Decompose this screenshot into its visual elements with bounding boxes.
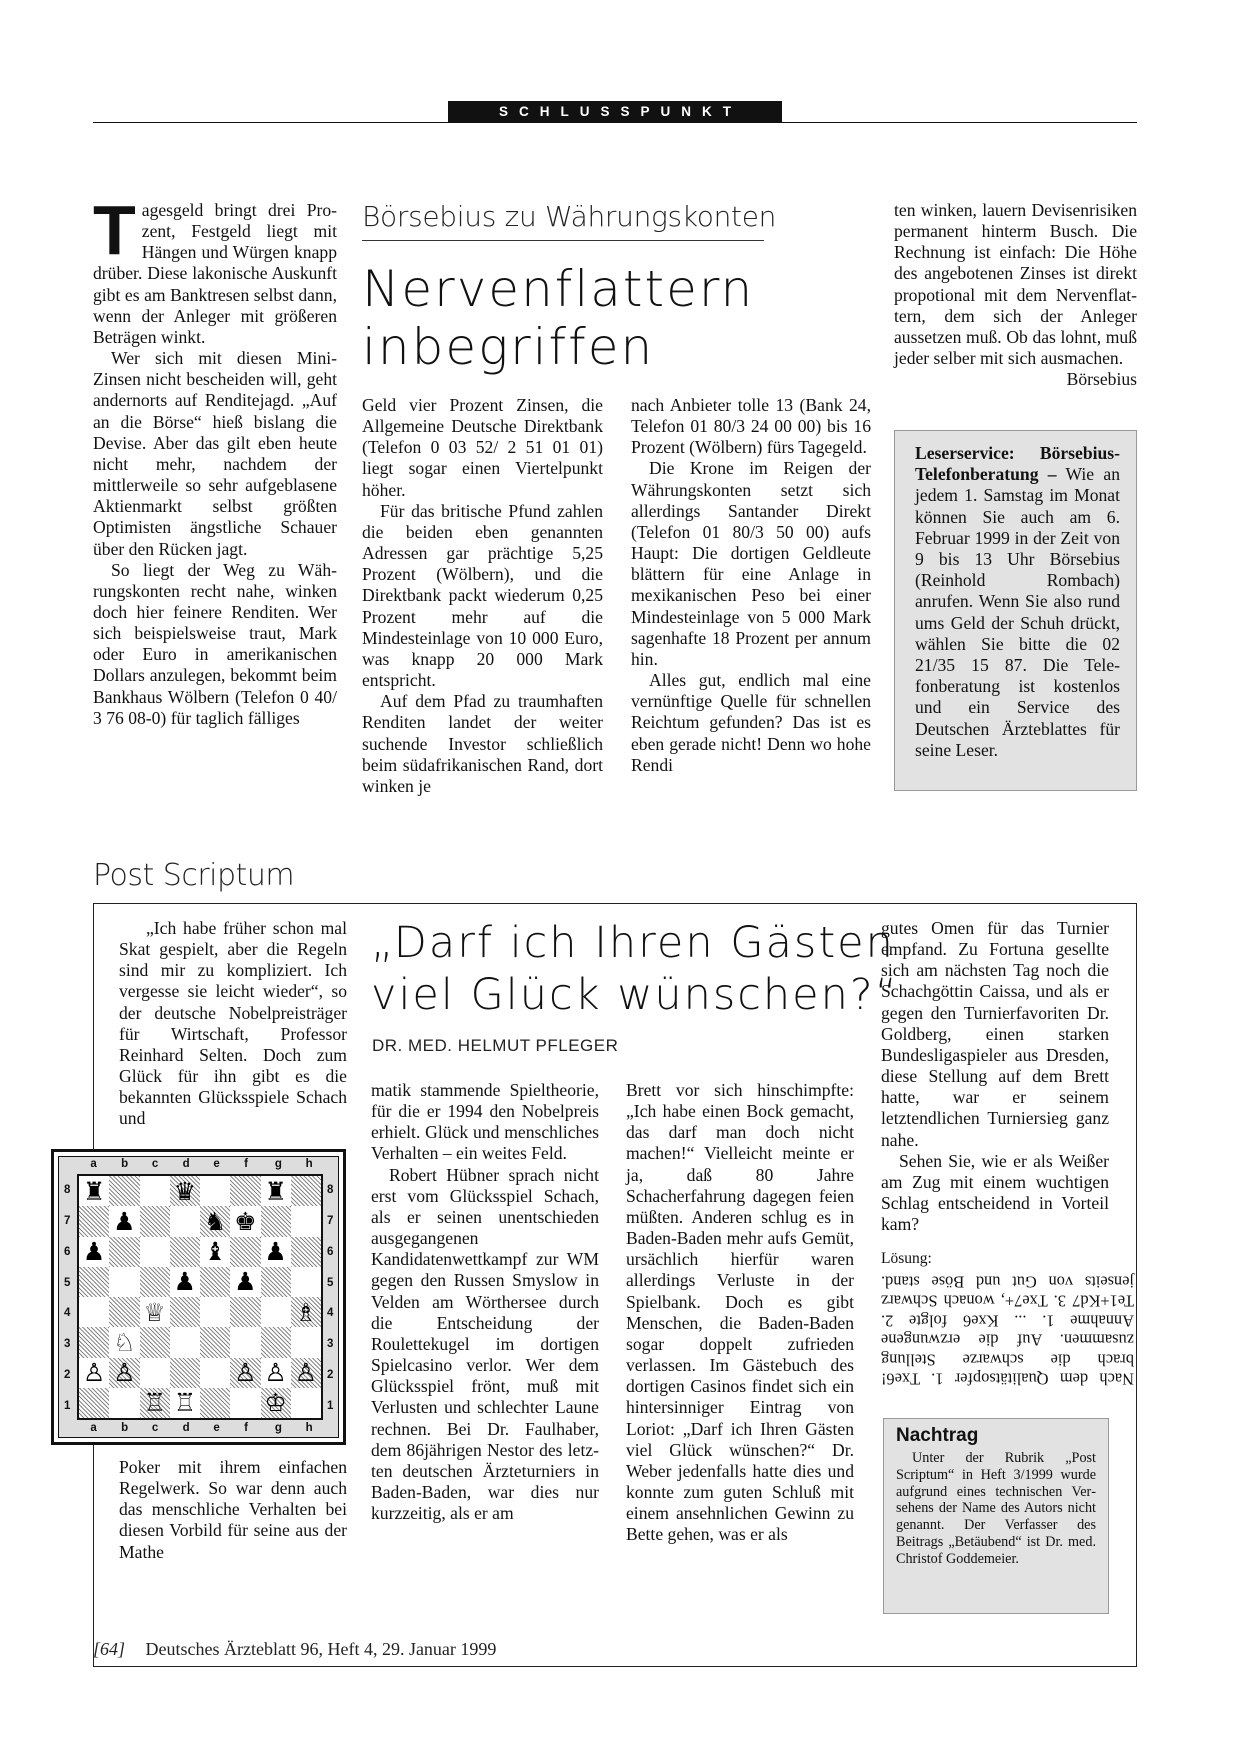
- chess-square-d5: [170, 1267, 200, 1297]
- file-label-e: e: [213, 1158, 220, 1170]
- chess-piece: ♟: [264, 1237, 287, 1267]
- chess-piece: ♙: [234, 1358, 257, 1388]
- chess-square-a7: [79, 1206, 109, 1236]
- chess-diagram: [51, 1149, 346, 1445]
- post-scriptum-title: [371, 917, 899, 1021]
- article-paragraph: Auf dem Pfad zu traumhaften Renditen landet der weiter suchende Investor schließlich beim südafrikanischen Rand, dort winken je: [362, 691, 603, 796]
- solution-paragraph: Nach dem Qualitätsopfer 1. Txe6! brach die schwarze Stellung zusammen. Auf die erzwungene Annahme 1. ... Kxe6 folgte 2. Te1+Kd7 3. Txe7+, wonach Schwarz jenseits von Gut und Böse stand.: [881, 1272, 1134, 1389]
- chess-square-h6: [291, 1237, 321, 1267]
- file-label-a: a: [90, 1422, 97, 1434]
- chess-square-a3: [79, 1327, 109, 1357]
- article-headline: [362, 260, 754, 376]
- article-kicker: Börsebius zu Währungskonten: [362, 200, 777, 233]
- chess-board: [77, 1174, 323, 1420]
- solution-text-upside-down: [881, 1272, 1134, 1388]
- file-label-a: a: [90, 1158, 97, 1170]
- chess-piece: ♕: [143, 1297, 166, 1327]
- section-header-label: SCHLUSSPUNKT: [448, 101, 782, 123]
- rank-label-3: 3: [64, 1338, 71, 1351]
- chess-square-h1: [291, 1388, 321, 1418]
- chess-square-e8: [200, 1176, 230, 1206]
- rank-label-6: 6: [327, 1245, 334, 1258]
- publication-citation: Deutsches Ärzteblatt 96, Heft 4, 29. Januar 1999: [145, 1639, 497, 1659]
- rank-label-4: 4: [64, 1307, 71, 1320]
- article-paragraph: Wer sich mit diesen Mini-Zinsen nicht bescheiden will, geht andernorts auf Renditejagd. „Auf an die Börse“ hieß bislang die Devise. Aber das gilt eben heute nicht mehr, nachdem der mittlerweile so sehr aufgeblasene Aktienmarkt selbst größten Optimisten ängstliche Schauer über den Rücken jagt.: [93, 348, 337, 559]
- chess-square-g3: [261, 1327, 291, 1357]
- chess-piece: ♟: [82, 1237, 106, 1267]
- chess-diagram-inner: [58, 1156, 339, 1438]
- article-paragraph: Die Krone im Reigen der Währungskonten setzt sich allerdings Santander Direkt (Telefon 01 80/3 50 00) aufs Haupt: Die dortigen Geldleute blättern für eine Anlage in mexikanischen Peso bei einer Mindesteinlage von 5 000 Mark sagenhafte 18 Prozent per annum hin.: [631, 458, 871, 669]
- chess-square-a2: [79, 1358, 109, 1388]
- leserservice-text: Leserservice: Börsebius-Telefonberatung – Wie an jedem 1. Samstag im Monat können Sie auch am 6. Februar 1999 in der Zeit von 9 bis 13 Uhr Börsebius (Reinhold Rombach) anrufen. Wenn Sie also rund ums Geld der Schuh drückt, wählen Sie bitte die 02 21/35 15 87. Die Telefonberatung ist kostenlos und ein Service des Deutschen Ärzteblattes für seine Leser.: [915, 443, 1120, 760]
- chess-square-e1: [200, 1388, 230, 1418]
- chess-square-h4: [291, 1297, 321, 1327]
- chess-piece: ♞: [203, 1206, 227, 1236]
- chess-square-c1: [140, 1388, 170, 1418]
- page-footer: [93, 1639, 496, 1660]
- author-signature: Börsebius: [1066, 369, 1137, 390]
- article-paragraph: Geld vier Prozent Zinsen, die Allgemeine Deutsche Direktbank (Telefon 0 03 52/ 2 51 01 01) liegt sogar einen Viertelpunkt höher.: [362, 395, 603, 500]
- chess-square-f5: [230, 1267, 260, 1297]
- chess-square-a1: [79, 1388, 109, 1418]
- title-line-1: „Darf ich Ihren Gästen: [371, 918, 895, 968]
- chess-square-d1: [170, 1388, 200, 1418]
- article-paragraph: Tagesgeld bringt drei Prozent, Festgeld liegt mit Hängen und Würgen knapp drüber. Diese lakonische Auskunft gibt es am Banktresen selbst dann, wenn der Anleger mit größeren Beträgen winkt.: [93, 191, 337, 347]
- chess-square-f6: [230, 1237, 260, 1267]
- ps-column-2: [371, 1080, 599, 1524]
- rank-label-7: 7: [327, 1215, 334, 1228]
- chess-piece: ♟: [234, 1267, 257, 1297]
- ps-column-1-top: [119, 918, 347, 1130]
- chess-square-d6: [170, 1237, 200, 1267]
- chess-square-b1: [109, 1388, 139, 1418]
- chess-square-e4: [200, 1297, 230, 1327]
- rank-label-4: 4: [327, 1307, 334, 1320]
- title-line-2: viel Glück wünschen?“: [371, 970, 899, 1020]
- nachtrag-box: [883, 1418, 1109, 1614]
- nachtrag-text: Unter der Rubrik „Post Scriptum“ in Heft 3/1999 wurde aufgrund eines technischen Versehens der Name des Autors nicht genannt. Der Verfasser des Beitrags „Betäubend“ ist Dr. med. Christof Goddemeier.: [896, 1450, 1096, 1567]
- rank-label-3: 3: [327, 1338, 334, 1351]
- chess-square-g1: [261, 1388, 291, 1418]
- chess-piece: ♘: [113, 1327, 136, 1357]
- ps-column-1-bottom: [119, 1457, 347, 1563]
- headline-line-2: inbegriffen: [362, 318, 655, 376]
- leserservice-title: Leserservice: Börsebius-Telefonberatung –: [915, 443, 1120, 485]
- chess-square-a4: [79, 1297, 109, 1327]
- headline-line-1: Nervenflattern: [362, 260, 755, 318]
- chess-square-h3: [291, 1327, 321, 1357]
- chess-square-b5: [109, 1267, 139, 1297]
- drop-cap: T: [93, 191, 136, 269]
- chess-square-b8: [109, 1176, 139, 1206]
- chess-square-f1: [230, 1388, 260, 1418]
- rank-label-8: 8: [64, 1184, 71, 1197]
- chess-piece: ♔: [264, 1388, 287, 1418]
- chess-square-g8: [261, 1176, 291, 1206]
- rank-label-7: 7: [64, 1215, 71, 1228]
- file-label-f: f: [244, 1158, 248, 1170]
- rank-label-1: 1: [64, 1399, 71, 1412]
- file-label-c: c: [151, 1422, 159, 1434]
- chess-square-f8: [230, 1176, 260, 1206]
- ps-paragraph: Sehen Sie, wie er als Weißer am Zug mit einem wuchtigen Schlag entscheidend in Vorteil kam?: [881, 1150, 1109, 1235]
- ps-column-3: [626, 1080, 854, 1545]
- chess-piece: ♟: [173, 1267, 197, 1297]
- chess-square-f3: [230, 1327, 260, 1357]
- chess-piece: ♚: [234, 1206, 257, 1236]
- chess-square-e6: [200, 1237, 230, 1267]
- ps-paragraph: Brett vor sich hinschimpfte: „Ich habe einen Bock gemacht, das darf man doch nicht machen!“ Vielleicht meinte er ja, daß 80 Jahre Schacherfahrung dagegen feien müßten. Anderen schlug es in Baden-Baden mehr aufs Gemüt, ursächlich hierfür waren allerdings Verluste in der Spielbank. Doch es gibt Menschen, die Baden-Baden sogar doppelt zufrieden verlassen. Im Gästebuch des dortigen Casinos findet sich ein hintersinniger Eintrag von Loriot: „Darf ich Ihren Gästen viel Glück wünschen?“ Dr. Weber jedenfalls hatte dies und konnte zum guten Schluß mit einem ansehnlichen Gewinn zu Bette gehen, was er als: [626, 1080, 854, 1545]
- chess-piece: ♜: [82, 1176, 106, 1206]
- ps-paragraph: Robert Hübner sprach nicht erst vom Glücksspiel Schach, als er seinen unentschieden ausgegangenen Kandidatenwettkampf zur WM gegen den Russen Smyslow in Velden am Wörthersee durch die Entscheidung der Roulettekugel im dortigen Spielcasino verlor. Wer dem Glücksspiel frönt, muß mit Verlusten und schlechter Laune rechnen. Bei Dr. Faulhaber, dem 86jährigen Nestor des letzten deutschen Ärzteturniers in Baden-Baden, war dies nur kurzzeitig, als er am: [371, 1164, 599, 1524]
- chess-square-a6: [79, 1237, 109, 1267]
- ps-column-4: [881, 918, 1109, 1235]
- post-scriptum-author: DR. MED. HELMUT PFLEGER: [372, 1036, 619, 1055]
- article-column-3: [631, 395, 871, 776]
- chess-square-e5: [200, 1267, 230, 1297]
- rank-label-2: 2: [64, 1368, 71, 1381]
- chess-square-c8: [140, 1176, 170, 1206]
- chess-square-f2: [230, 1358, 260, 1388]
- chess-piece: ♙: [113, 1358, 136, 1388]
- leserservice-box: [894, 430, 1137, 791]
- ps-paragraph: gutes Omen für das Turnier empfand. Zu Fortuna gesellte sich am nächsten Tag noch die Schachgöttin Caissa, und als er gegen den Turnierfavoriten Dr. Goldberg, einen starken Bundesligaspieler aus Dresden, diese Stellung auf dem Brett hatte, war er seinem letztendlichen Turniersieg ganz nahe.: [881, 918, 1109, 1150]
- chess-piece: ♖: [173, 1388, 197, 1418]
- chess-square-b6: [109, 1237, 139, 1267]
- chess-square-g6: [261, 1237, 291, 1267]
- kicker-underline: [362, 240, 764, 241]
- chess-piece: ♙: [264, 1358, 287, 1388]
- ps-paragraph: „Ich habe früher schon mal Skat gespielt, aber die Regeln sind mir zu kompliziert. Ich vergesse sie leicht wieder“, so der deutsche Nobelpreisträger für Wirtschaft, Professor Reinhard Selten. Doch zum Glück für ihn gibt es die bekannten Glücksspiele Schach und: [119, 918, 347, 1129]
- chess-square-g4: [261, 1297, 291, 1327]
- article-paragraph: So liegt der Weg zu Währungskonten recht nahe, winken doch hier feinere Renditen. Wer sich beispielsweise traut, Mark oder Euro in amerikanischen Dollars anzulegen, bekommt beim Bankhaus Wölbern (Telefon 0 40/ 3 76 08-0) für taglich fälliges: [93, 559, 337, 728]
- article-paragraph: nach Anbieter tolle 13 (Bank 24, Telefon 01 80/3 24 00 00) bis 16 Prozent (Wölbern) fürs Tagegeld.: [631, 395, 871, 458]
- chess-square-f7: [230, 1206, 260, 1236]
- post-scriptum-label: Post Scriptum: [93, 858, 295, 893]
- article-column-4: [894, 200, 1137, 390]
- chess-piece: ♙: [294, 1358, 318, 1388]
- chess-square-b4: [109, 1297, 139, 1327]
- chess-square-g7: [261, 1206, 291, 1236]
- chess-square-c3: [140, 1327, 170, 1357]
- rank-label-5: 5: [327, 1276, 334, 1289]
- file-label-h: h: [305, 1422, 313, 1434]
- file-label-b: b: [121, 1158, 129, 1170]
- file-label-h: h: [305, 1158, 313, 1170]
- solution-label: Lösung:: [881, 1250, 932, 1267]
- rank-label-8: 8: [327, 1184, 334, 1197]
- chess-square-b3: [109, 1327, 139, 1357]
- chess-square-d7: [170, 1206, 200, 1236]
- chess-square-a5: [79, 1267, 109, 1297]
- rank-label-5: 5: [64, 1276, 71, 1289]
- file-label-d: d: [182, 1422, 190, 1434]
- chess-square-h2: [291, 1358, 321, 1388]
- chess-square-g2: [261, 1358, 291, 1388]
- chess-square-e7: [200, 1206, 230, 1236]
- chess-square-c2: [140, 1358, 170, 1388]
- chess-piece: ♗: [294, 1297, 318, 1327]
- chess-square-c4: [140, 1297, 170, 1327]
- file-label-f: f: [244, 1422, 248, 1434]
- file-label-g: g: [274, 1422, 282, 1434]
- chess-square-h8: [291, 1176, 321, 1206]
- article-paragraph: Für das britische Pfund zahlen die beiden eben genannten Adressen gar prächtige 5,25 Prozent (Wölbern), und die Direktbank packt wiederum 0,25 Prozent mehr auf die Mindesteinlage von 10 000 Euro, was knapp 20 000 Mark entspricht.: [362, 500, 603, 691]
- article-paragraph: Alles gut, endlich mal eine vernünftige Quelle für schnellen Reichtum gefunden? Das ist es eben gerade nicht! Denn wo hohe Rendi: [631, 670, 871, 775]
- article-column-2: [362, 395, 603, 797]
- header-divider: [93, 122, 1137, 123]
- chess-piece: ♝: [203, 1237, 227, 1267]
- chess-square-g5: [261, 1267, 291, 1297]
- chess-square-f4: [230, 1297, 260, 1327]
- chess-square-e2: [200, 1358, 230, 1388]
- chess-square-h7: [291, 1206, 321, 1236]
- chess-piece: ♙: [82, 1358, 106, 1388]
- page-number: [64]: [93, 1639, 126, 1659]
- chess-square-h5: [291, 1267, 321, 1297]
- rank-label-1: 1: [327, 1399, 334, 1412]
- chess-square-c5: [140, 1267, 170, 1297]
- chess-square-d8: [170, 1176, 200, 1206]
- chess-piece: ♛: [173, 1176, 197, 1206]
- chess-square-d4: [170, 1297, 200, 1327]
- chess-square-d3: [170, 1327, 200, 1357]
- chess-square-a8: [79, 1176, 109, 1206]
- rank-label-6: 6: [64, 1245, 71, 1258]
- chess-piece: ♖: [143, 1388, 166, 1418]
- chess-square-b7: [109, 1206, 139, 1236]
- file-label-b: b: [121, 1422, 129, 1434]
- file-label-e: e: [213, 1422, 220, 1434]
- file-label-c: c: [151, 1158, 159, 1170]
- chess-square-e3: [200, 1327, 230, 1357]
- chess-square-c6: [140, 1237, 170, 1267]
- rank-label-2: 2: [327, 1368, 334, 1381]
- ps-paragraph: Poker mit ihrem einfachen Regelwerk. So war denn auch das menschliche Verhalten bei diesen Vorbild für seine aus der Mathe: [119, 1457, 347, 1562]
- chess-square-c7: [140, 1206, 170, 1236]
- chess-piece: ♟: [113, 1206, 136, 1236]
- article-column-1: [93, 191, 337, 729]
- ps-paragraph: matik stammende Spieltheorie, für die er 1994 den Nobelpreis erhielt. Glück und menschliches Verhalten – ein weites Feld.: [371, 1080, 599, 1164]
- nachtrag-title: Nachtrag: [896, 1425, 979, 1446]
- chess-square-b2: [109, 1358, 139, 1388]
- chess-square-d2: [170, 1358, 200, 1388]
- chess-piece: ♜: [264, 1176, 287, 1206]
- file-label-d: d: [182, 1158, 190, 1170]
- article-paragraph: ten winken, lauern Devisenrisiken permanent hinterm Busch. Die Rechnung ist einfach: Die Höhe des angebotenen Zinses ist direkt propotional mit dem Nervenflattern, dem sich der Anleger aussetzen muß. Ob das lohnt, muß jeder selber mit sich ausmachen. Börsebius: [894, 200, 1137, 390]
- file-label-g: g: [274, 1158, 282, 1170]
